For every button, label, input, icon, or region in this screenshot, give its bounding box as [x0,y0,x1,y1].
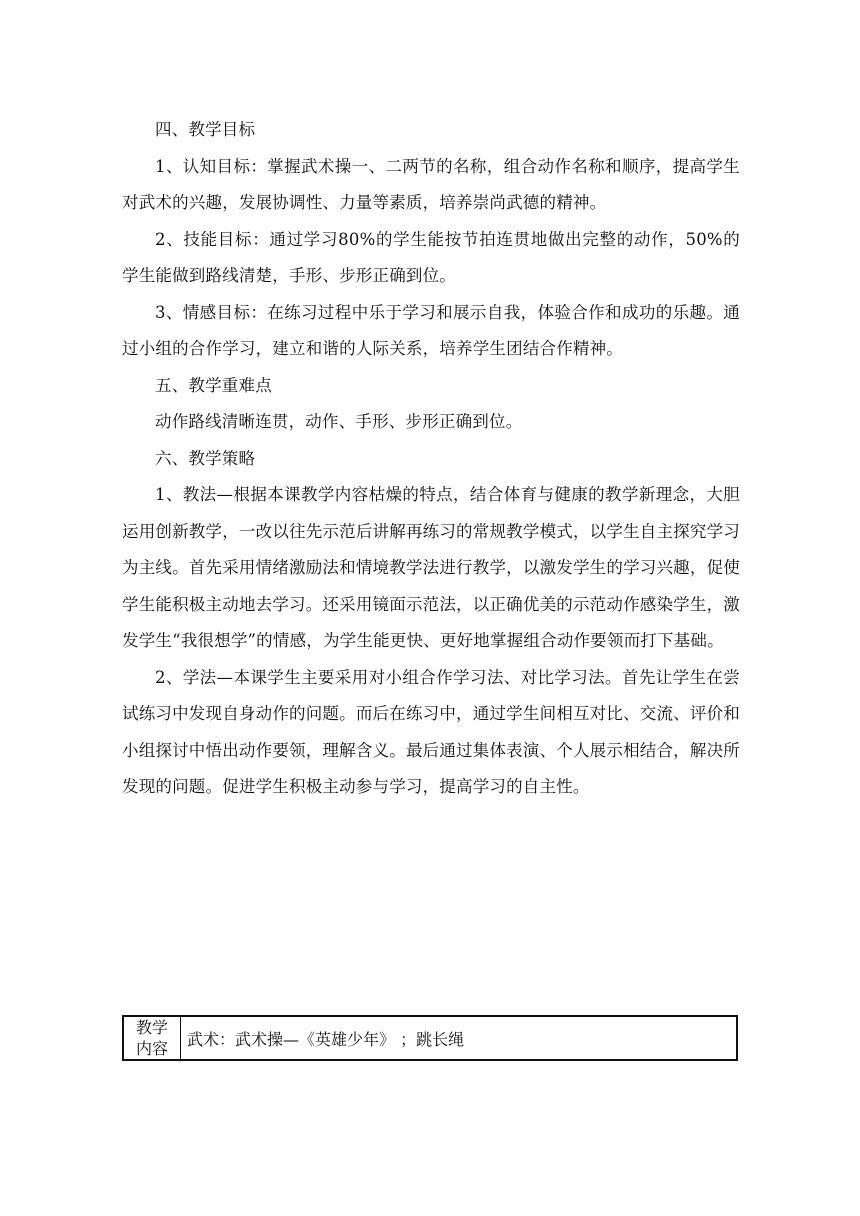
document-body [122,112,740,806]
teaching-content-value: 武术：武术操—《英雄少年》 ；跳长绳 [181,1016,738,1060]
skill-objective-paragraph: 2、技能目标：通过学习80%的学生能按节拍连贯地做出完整的动作，50%的学生能做到路线清楚，手形、步形正确到位。 [122,229,740,285]
key-difficulties-paragraph: 动作路线清晰连贯，动作、手形、步形正确到位。 [155,412,523,431]
cognitive-objective-paragraph: 1、认知目标：掌握武术操一、二两节的名称，组合动作名称和顺序，提高学生对武术的兴趣，发展协调性、力量等素质，培养崇尚武德的精神。 [122,156,740,212]
heading-key-difficulties: 五、教学重难点 [155,375,272,395]
heading-teaching-strategy: 六、教学策略 [155,448,256,468]
teaching-content-label [123,1016,181,1060]
heading-teaching-objectives: 四、教学目标 [155,120,256,139]
teaching-content-table [122,1015,738,1061]
label-line-1: 教学 [135,1018,168,1037]
table-row [123,1016,737,1060]
label-line-2: 内容 [135,1039,168,1058]
learning-method-paragraph: 2、学法—本课学生主要采用对小组合作学习法、对比学习法。首先让学生在尝试练习中发现自身动作的问题。而后在练习中，通过学生间相互对比、交流、评价和小组探讨中悟出动作要领，理解含义。最后通过集体表演、个人展示相结合，解决所发现的问题。促进学生积极主动参与学习，提高学习的自主性。 [122,667,740,796]
emotional-objective-paragraph: 3、情感目标：在练习过程中乐于学习和展示自我，体验合作和成功的乐趣。通过小组的合作学习，建立和谐的人际关系，培养学生团结合作精神。 [122,302,740,358]
teaching-method-paragraph: 1、教法—根据本课教学内容枯燥的特点，结合体育与健康的教学新理念，大胆运用创新教学，一改以往先示范后讲解再练习的常规教学模式，以学生自主探究学习为主线。首先采用情绪激励法和情境教学法进行教学，以激发学生的学习兴趣，促使学生能积极主动地去学习。还采用镜面示范法，以正确优美的示范动作感染学生，激发学生“我很想学”的情感，为学生能更快、更好地掌握组合动作要领而打下基础。 [122,485,740,650]
